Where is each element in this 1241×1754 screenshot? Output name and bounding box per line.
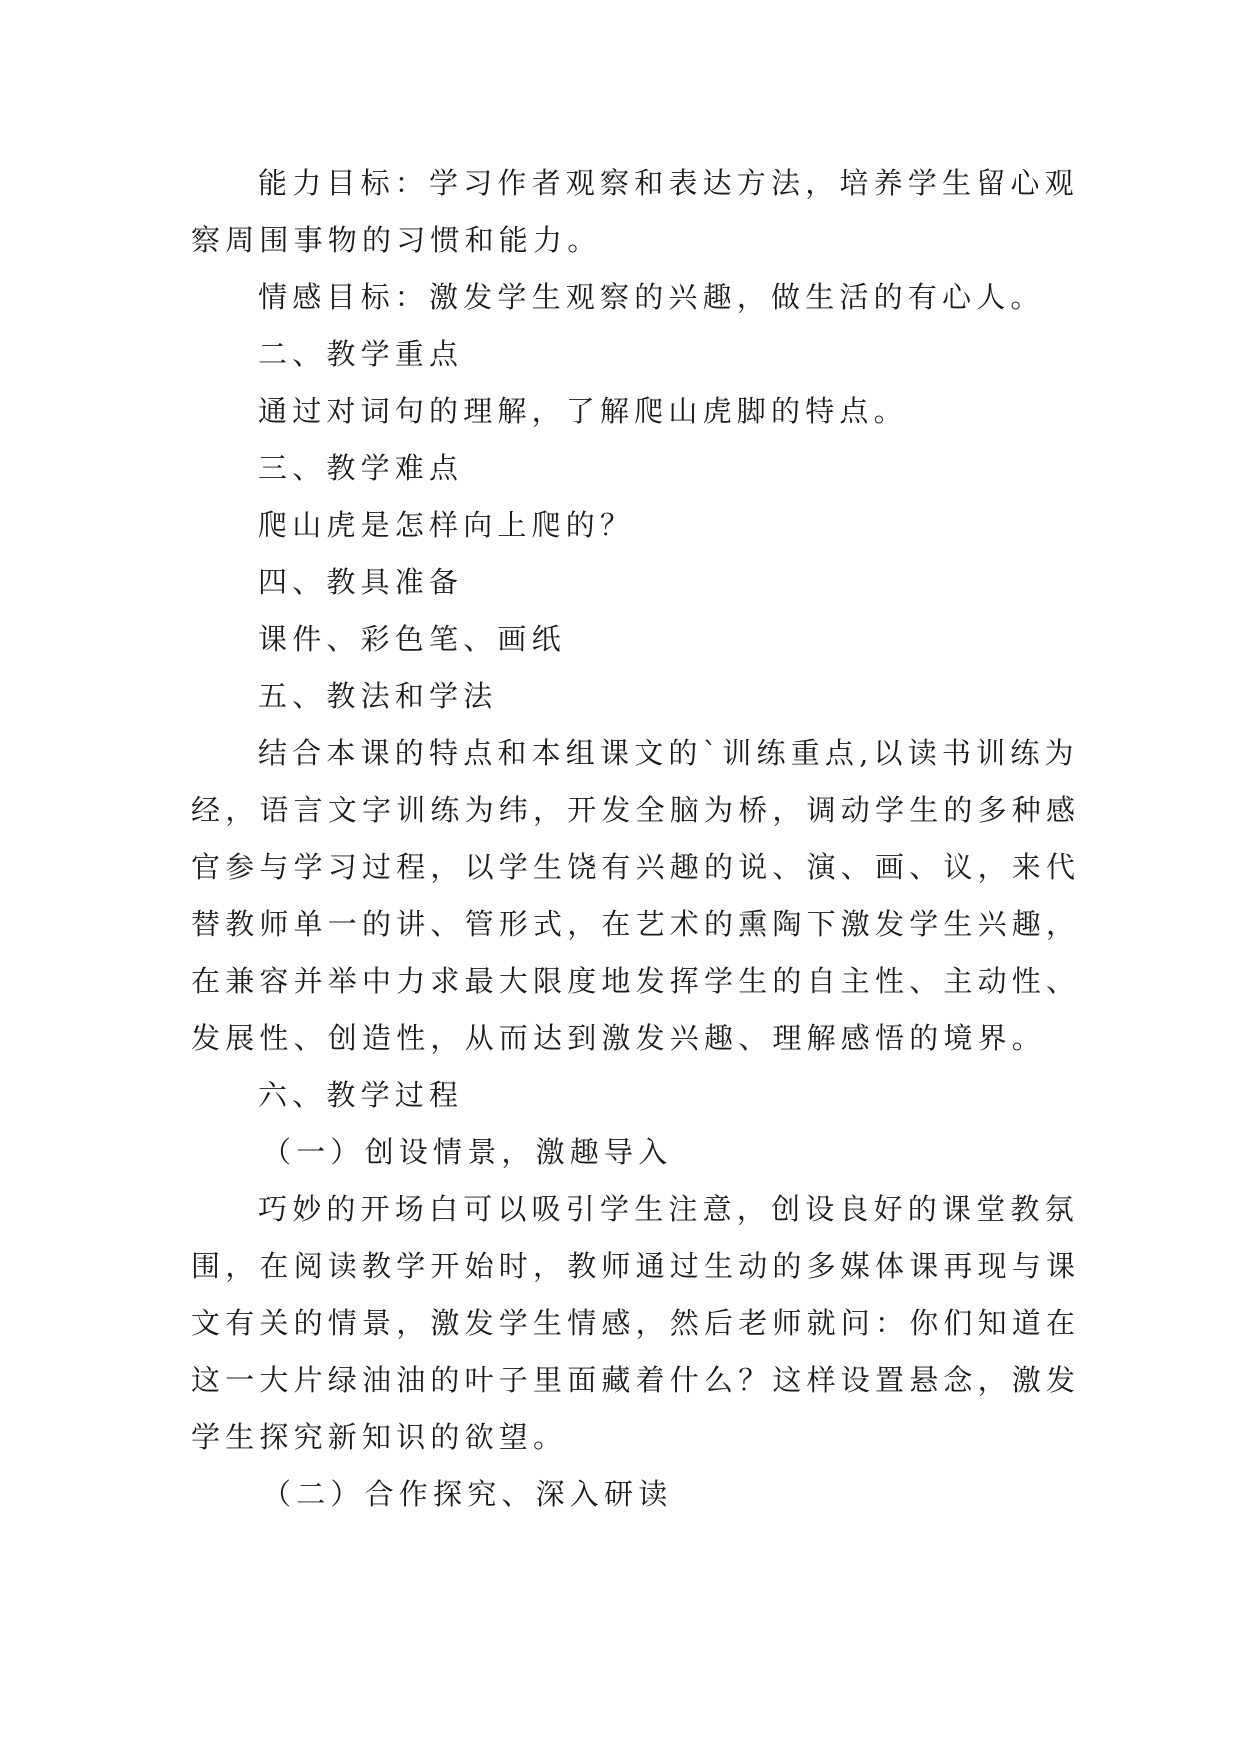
methods-line-2: 经，语言文字训练为纬，开发全脑为桥，调动学生的多种感 <box>191 793 1081 827</box>
intro-line-5: 学生探究新知识的欲望。 <box>191 1420 568 1454</box>
subsection-heading-intro: （一）创设情景，激趣导入 <box>262 1135 673 1169</box>
emotion-goal-line: 情感目标：激发学生观察的兴趣，做生活的有心人。 <box>258 280 1045 314</box>
methods-line-3: 官参与学习过程，以学生饶有兴趣的说、演、画、议，来代 <box>191 850 1081 884</box>
ability-goal-line-1: 能力目标：学习作者观察和表达方法，培养学生留心观 <box>258 166 1079 200</box>
section-heading-materials: 四、教具准备 <box>258 565 464 599</box>
subsection-heading-explore: （二）合作探究、深入研读 <box>262 1477 673 1511</box>
methods-line-4: 替教师单一的讲、管形式，在艺术的熏陶下激发学生兴趣， <box>191 907 1081 941</box>
methods-line-1: 结合本课的特点和本组课文的`训练重点,以读书训练为 <box>258 736 1079 770</box>
section-heading-key-points: 二、教学重点 <box>258 337 464 371</box>
key-points-text: 通过对词句的理解，了解爬山虎脚的特点。 <box>258 394 908 428</box>
intro-line-4: 这一大片绿油油的叶子里面藏着什么？这样设置悬念，激发 <box>191 1363 1081 1397</box>
intro-line-2: 围，在阅读教学开始时，教师通过生动的多媒体课再现与课 <box>191 1249 1081 1283</box>
methods-line-5: 在兼容并举中力求最大限度地发挥学生的自主性、主动性、 <box>191 964 1081 998</box>
materials-text: 课件、彩色笔、画纸 <box>258 622 566 656</box>
difficulties-text: 爬山虎是怎样向上爬的？ <box>258 508 635 542</box>
ability-goal-line-2: 察周围事物的习惯和能力。 <box>191 223 602 257</box>
intro-line-3: 文有关的情景，激发学生情感，然后老师就问：你们知道在 <box>191 1306 1081 1340</box>
section-heading-methods: 五、教法和学法 <box>258 679 498 713</box>
methods-line-6: 发展性、创造性，从而达到激发兴趣、理解感悟的境界。 <box>191 1021 1047 1055</box>
intro-line-1: 巧妙的开场白可以吸引学生注意，创设良好的课堂教氛 <box>258 1192 1079 1226</box>
section-heading-process: 六、教学过程 <box>258 1078 464 1112</box>
section-heading-difficulties: 三、教学难点 <box>258 451 464 485</box>
